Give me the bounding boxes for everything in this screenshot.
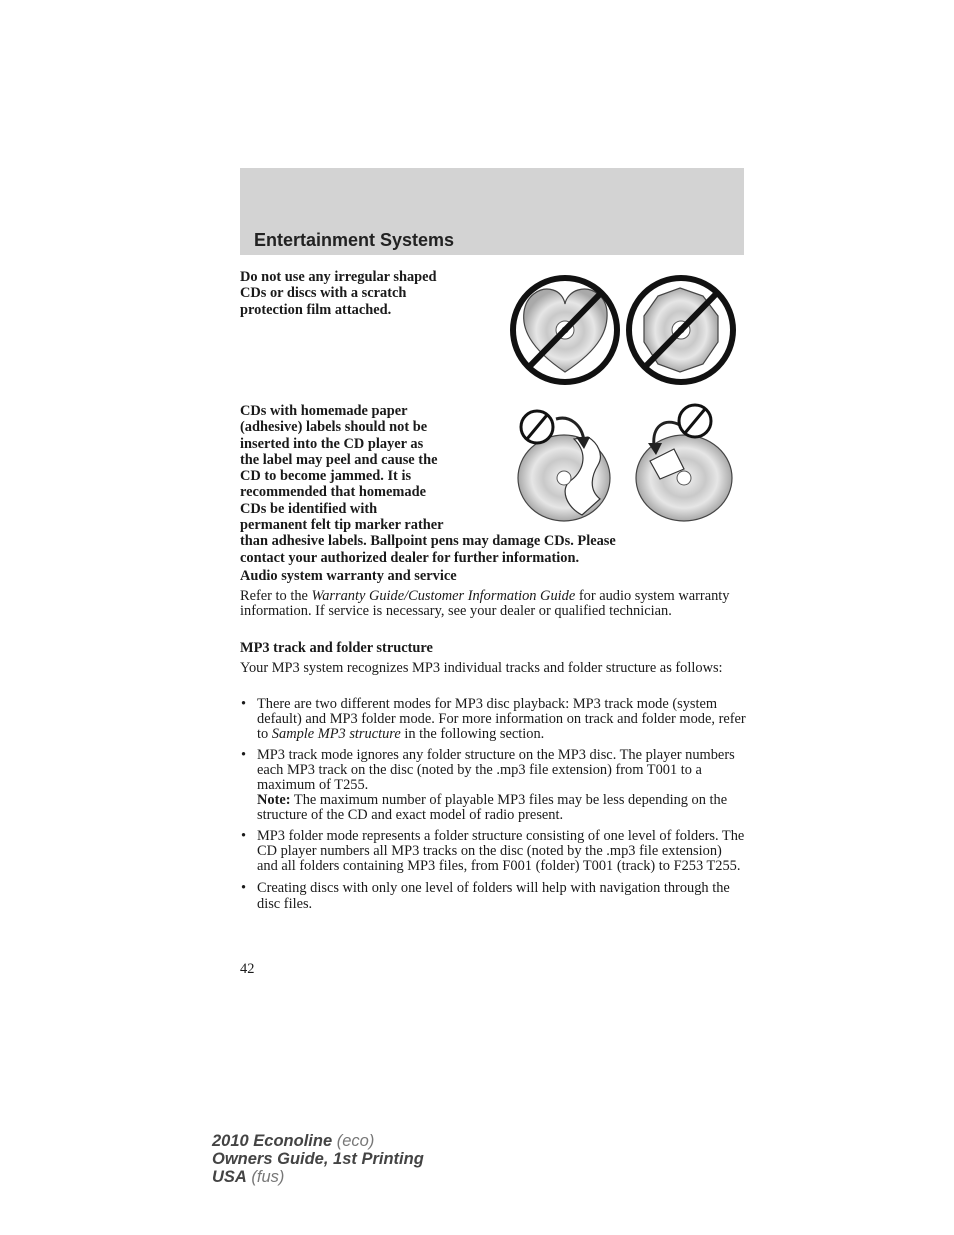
list-item — [240, 829, 746, 874]
text-run: MP3 folder mode represents a folder structure consisting of one level of folders. The CD player numbers all MP3 tracks on the disc (noted by the .mp3 file extension) and all folders containing MP3 files, from F001 (folder) T001 (track) to F253 T255. — [257, 828, 745, 874]
printing-edition: Owners Guide, 1st Printing — [212, 1150, 424, 1168]
list-item — [240, 697, 746, 742]
text-line: inserted into the CD player as — [240, 435, 424, 452]
text-line: the label may peel and cause the — [240, 451, 438, 468]
bullet-dot: • — [241, 696, 247, 712]
adhesive-label-prohibited-illustration — [512, 403, 744, 523]
heart-disc-icon — [513, 278, 617, 382]
text-line: CDs be identified with — [240, 500, 378, 517]
model-name: 2010 Econoline — [212, 1132, 333, 1150]
irregular-disc-prohibited-illustration — [508, 272, 740, 388]
text-line: CDs with homemade paper — [240, 403, 408, 419]
text-line: protection film attached. — [240, 301, 392, 318]
section-title: Entertainment Systems — [254, 230, 455, 250]
bullet-dot: • — [241, 880, 247, 896]
text-run: There are two different modes for MP3 disc playback: MP3 track mode (system default) and MP3 folder mode. For more information on track and folder mode, refer to — [257, 696, 746, 742]
bullet-dot: • — [241, 828, 247, 844]
octagon-disc-icon — [629, 278, 733, 382]
warranty-heading: Audio system warranty and service — [240, 568, 457, 584]
list-item — [240, 880, 746, 912]
text-line: contact your authorized dealer for further information. — [240, 549, 580, 566]
text-run: Creating discs with only one level of folders will help with navigation through the disc files. — [257, 880, 730, 912]
warranty-paragraph — [240, 589, 744, 619]
text-run: Refer to the — [240, 588, 312, 604]
mp3-intro-paragraph: Your MP3 system recognizes MP3 individual tracks and folder structure as follows: — [240, 660, 723, 676]
warranty-guide-reference: Warranty Guide/Customer Information Guide — [311, 588, 576, 604]
text-line: recommended that homemade — [240, 484, 426, 501]
text-line: permanent felt tip marker rather — [240, 517, 444, 534]
text-line: CD to become jammed. It is — [240, 468, 412, 485]
text-run: for audio system warranty information. If service is necessary, see your dealer or qualified technician. — [240, 588, 730, 619]
region-code: (fus) — [246, 1168, 285, 1186]
sample-structure-reference: Sample MP3 structure — [271, 726, 401, 742]
mp3-structure-heading: MP3 track and folder structure — [240, 640, 433, 656]
irregular-cd-warning — [240, 269, 510, 318]
text-run: in the following section. — [400, 726, 545, 742]
text-line: (adhesive) labels should not be — [240, 419, 428, 436]
text-run: The maximum number of playable MP3 files may be less depending on the structure of the CD and exact model of radio present. — [257, 792, 728, 823]
text-line: than adhesive labels. Ballpoint pens may damage CDs. Please — [240, 533, 616, 550]
text-run: MP3 track mode ignores any folder structure on the MP3 disc. The player numbers each MP3 track on the disc (noted by the .mp3 file extension) from T001 to a maximum of T255. — [257, 747, 735, 793]
page-number: 42 — [240, 961, 255, 977]
text-line: Do not use any irregular shaped — [240, 269, 437, 285]
section-header-band — [240, 168, 744, 255]
model-code: (eco) — [332, 1132, 375, 1150]
footer-line — [212, 1150, 424, 1168]
document-footer — [212, 1132, 424, 1186]
footer-line — [212, 1168, 424, 1186]
note-label: Note: — [257, 792, 291, 808]
market-region: USA — [212, 1168, 247, 1186]
bullet-dot: • — [241, 747, 247, 763]
mp3-bullet-list — [240, 697, 746, 918]
footer-line — [212, 1132, 424, 1150]
peeling-label-disc-icon — [518, 411, 610, 521]
label-on-disc-icon — [636, 405, 732, 521]
list-item — [240, 748, 746, 823]
text-line: CDs or discs with a scratch — [240, 285, 407, 302]
